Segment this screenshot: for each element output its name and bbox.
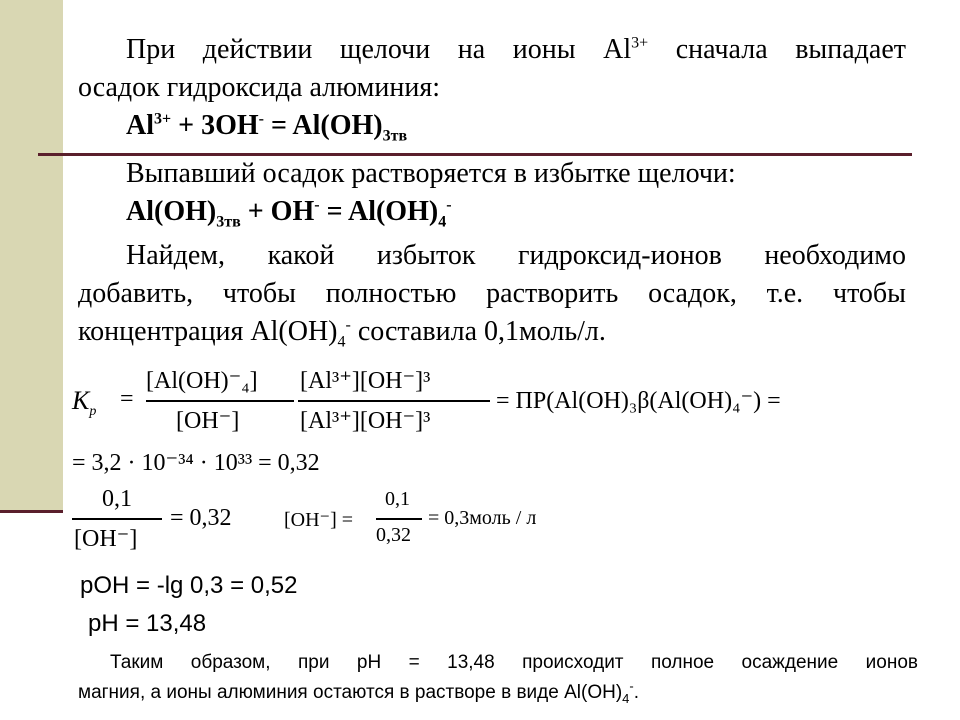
- decorative-side-bar: [0, 0, 63, 512]
- formula-fraction-1-numerator: [Al(OH)⁻₄]: [146, 368, 258, 394]
- fraction-b-denominator: 0,32: [376, 524, 411, 546]
- paragraph-3-line-2: добавить, чтобы полностью растворить осадок, т.е. чтобы: [78, 278, 906, 309]
- paragraph-3-line-3: концентрация $Al(OH)_4^-$ составила 0,1моль/л.: [78, 316, 606, 351]
- side-bar-bottom-rule: [0, 510, 63, 513]
- paragraph-2: Выпавший осадок растворяется в избытке щелочи:: [126, 158, 736, 189]
- fraction-b-numerator: 0,1: [385, 488, 410, 510]
- formula-equals-1: =: [120, 386, 134, 412]
- fraction-b-bar: [376, 518, 422, 520]
- conclusion-line-1: Таким образом, при pH = 13,48 происходит полное осаждение ионов: [110, 652, 918, 673]
- fraction-a-denominator: [OH⁻]: [74, 526, 138, 552]
- conclusion-line-2: магния, а ионы алюминия остаются в растворе в виде $Al(OH)_4^-$.: [78, 678, 640, 706]
- formula-fraction-2-denominator: [Al³⁺][OH⁻]³: [300, 408, 431, 434]
- fraction-a-numerator: 0,1: [102, 486, 132, 512]
- formula-fraction-2-numerator: [Al³⁺][OH⁻]³: [300, 368, 431, 394]
- ph-line: pH = 13,48: [88, 610, 207, 637]
- formula-fraction-2-bar: [298, 400, 490, 402]
- fraction-b-result: = 0,3моль / л: [428, 507, 537, 529]
- poh-line: pOH = -lg 0,3 = 0,52: [80, 572, 298, 599]
- paragraph-3-line-1: Найдем, какой избыток гидроксид-ионов необходимо: [126, 240, 906, 271]
- formula-rhs: = ПР(Al(OH)₃β(Al(OH)₄⁻) =: [496, 388, 781, 414]
- formula-line-2: = 3,2 · 10⁻³⁴ · 10³³ = 0,32: [72, 450, 320, 476]
- formula-kp-symbol: $K_p$: [72, 386, 97, 420]
- fraction-a-result: = 0,32: [170, 505, 232, 531]
- fraction-b-lhs: [OH⁻] =: [284, 509, 354, 531]
- paragraph-1-line-2: осадок гидроксида алюминия:: [78, 72, 440, 103]
- paragraph-1-line-1: При действии щелочи на ионы $Al^{3+}$ сначала выпадает: [126, 34, 906, 65]
- equation-2: $Al(OH)_{3тв} + OH^- = Al(OH)_4^-$: [126, 196, 452, 231]
- formula-fraction-1-denominator: [OH⁻]: [176, 408, 240, 434]
- fraction-a-bar: [72, 518, 162, 520]
- formula-fraction-1-bar: [146, 400, 294, 402]
- equation-1: $Al^{3+} + 3OH^- = Al(OH)_{3тв}$: [126, 110, 408, 145]
